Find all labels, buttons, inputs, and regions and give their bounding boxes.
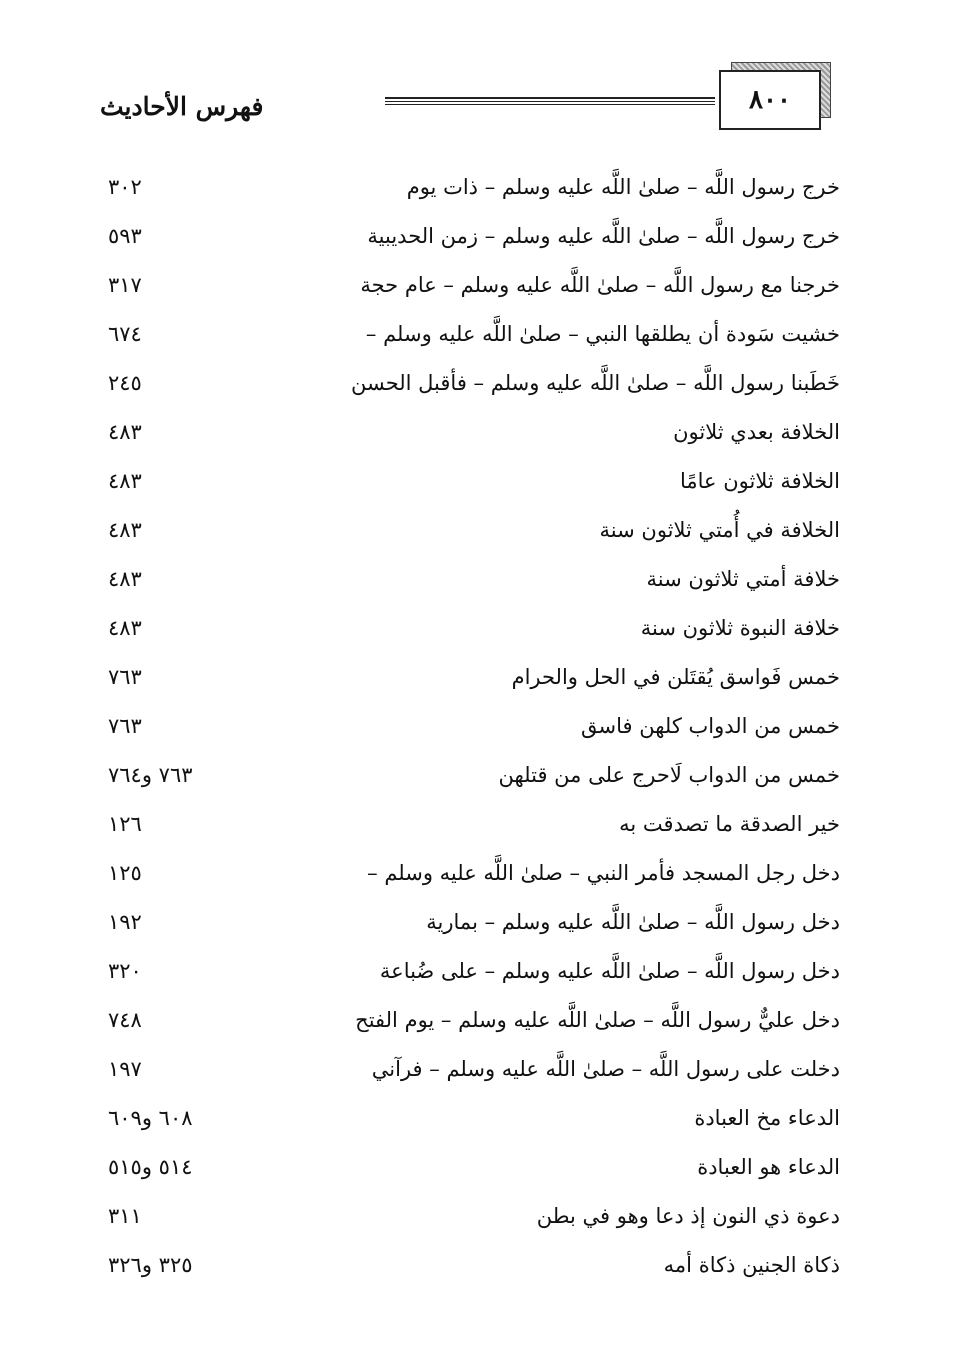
page-reference: ٤٨٣ [108,567,142,591]
index-entry [0,714,957,763]
hadith-text: خلافة النبوة ثلاثون سنة [640,616,840,640]
page-reference: ٥٩٣ [108,224,142,248]
index-entry [0,1253,957,1302]
hadith-text: دخل رجل المسجد فأمر النبي – صلىٰ اللَّه عليه وسلم – [367,861,840,885]
hadith-text: خرج رسول اللَّه – صلىٰ اللَّه عليه وسلم – ذات يوم [406,175,840,199]
hadith-text: دخلت على رسول اللَّه – صلىٰ اللَّه عليه وسلم – فرآني [371,1057,840,1081]
index-entry [0,616,957,665]
index-entry [0,1155,957,1204]
page-reference: ١٢٦ [108,812,142,836]
page-reference: ٧٦٣ [108,665,142,689]
hadith-text: خير الصدقة ما تصدقت به [619,812,840,836]
page-number: ٨٠٠ [719,70,821,130]
page-reference: ٣١١ [108,1204,142,1228]
index-entry [0,812,957,861]
hadith-text: خرج رسول اللَّه – صلىٰ اللَّه عليه وسلم – زمن الحديبية [367,224,840,248]
hadith-text: دخل رسول اللَّه – صلىٰ اللَّه عليه وسلم – على ضُباعة [379,959,840,983]
index-entry [0,1204,957,1253]
hadith-index-list [0,175,957,1302]
page-reference: ٦٧٤ [108,322,142,346]
index-entry [0,763,957,812]
page-reference: ٣٠٢ [108,175,142,199]
page-reference: ٦٠٨ و٦٠٩ [108,1106,193,1130]
index-entry [0,1008,957,1057]
page-header [0,60,957,130]
page-reference: ٣١٧ [108,273,142,297]
index-entry [0,273,957,322]
page-reference: ١٩٢ [108,910,142,934]
page-reference: ٤٨٣ [108,518,142,542]
hadith-text: خرجنا مع رسول اللَّه – صلىٰ اللَّه عليه وسلم – عام حجة [360,273,840,297]
hadith-text: خمس فَواسق يُقتَلن في الحل والحرام [511,665,840,689]
hadith-text: دخل رسول اللَّه – صلىٰ اللَّه عليه وسلم – بمارية [426,910,840,934]
page-reference: ١٩٧ [108,1057,142,1081]
index-entry [0,518,957,567]
hadith-text: خَطَبنا رسول اللَّه – صلىٰ اللَّه عليه وسلم – فأقبل الحسن [350,371,840,395]
index-entry [0,1106,957,1155]
page-reference: ٣٢٠ [108,959,142,983]
index-entry [0,224,957,273]
index-entry [0,469,957,518]
page-reference: ١٢٥ [108,861,142,885]
hadith-text: خمس من الدواب كلهن فاسق [581,714,840,738]
index-entry [0,959,957,1008]
hadith-text: دخل عليٌّ رسول اللَّه – صلىٰ اللَّه عليه وسلم – يوم الفتح [355,1008,840,1032]
hadith-text: الخلافة في أُمتي ثلاثون سنة [599,518,840,542]
index-entry [0,371,957,420]
hadith-text: خمس من الدواب لَاحرج على من قتلهن [498,763,840,787]
hadith-text: خشيت سَودة أن يطلقها النبي – صلىٰ اللَّه عليه وسلم – [365,322,840,346]
index-entry [0,175,957,224]
index-entry [0,420,957,469]
page-reference: ٣٢٥ و٣٢٦ [108,1253,193,1277]
hadith-text: دعوة ذي النون إذ دعا وهو في بطن [536,1204,840,1228]
page-reference: ٧٦٣ [108,714,142,738]
page-reference: ٤٨٣ [108,616,142,640]
page-reference: ٧٦٣ و٧٦٤ [108,763,193,787]
hadith-text: ذكاة الجنين ذكاة أمه [663,1253,840,1277]
hadith-text: الخلافة بعدي ثلاثون [673,420,840,444]
section-title: فهرس الأحاديث [100,92,264,121]
index-entry [0,861,957,910]
page-reference: ٢٤٥ [108,371,142,395]
page-reference: ٧٤٨ [108,1008,142,1032]
hadith-text: الخلافة ثلاثون عامًا [679,469,840,493]
index-entry [0,910,957,959]
page-reference: ٤٨٣ [108,420,142,444]
index-entry [0,665,957,714]
page-reference: ٤٨٣ [108,469,142,493]
index-entry [0,1057,957,1106]
hadith-text: خلافة أمتي ثلاثون سنة [646,567,840,591]
hadith-text: الدعاء مخ العبادة [694,1106,840,1130]
index-entry [0,322,957,371]
page-reference: ٥١٤ و٥١٥ [108,1155,193,1179]
header-rule [385,97,715,102]
header-rule-thin [385,104,715,105]
hadith-text: الدعاء هو العبادة [697,1155,840,1179]
index-entry [0,567,957,616]
